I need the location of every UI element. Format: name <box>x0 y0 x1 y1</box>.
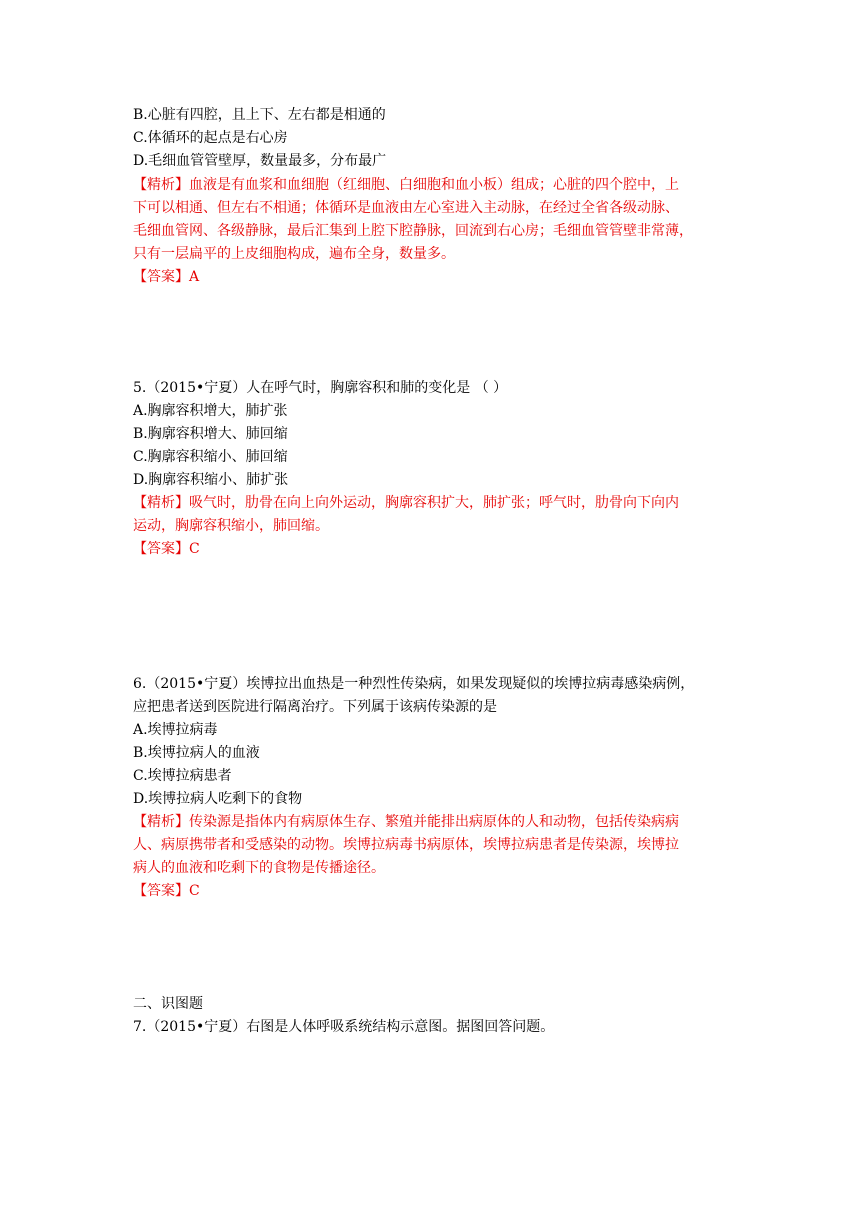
q6-option-a: A.埃博拉病毒 <box>133 722 218 738</box>
q5-option-a: A.胸廓容积增大，肺扩张 <box>133 403 288 419</box>
q4-option-b: B.心脏有四腔，且上下、左右都是相通的 <box>133 107 386 123</box>
q4-answer: 【答案】A <box>133 269 200 285</box>
q6-question-line-2: 应把患者送到医院进行隔离治疗。下列属于该病传染源的是 <box>133 699 497 715</box>
q5-option-c: C.胸廓容积缩小、肺回缩 <box>133 449 288 465</box>
q6-answer: 【答案】C <box>133 883 200 899</box>
section-heading: 二、识图题 <box>133 996 203 1012</box>
q4-analysis-line-3: 毛细血管网、各级静脉，最后汇集到上腔下腔静脉，回流到右心房；毛细血管管壁非常薄， <box>133 223 693 239</box>
q5-question: 5.（2015•宁夏）人在呼气时，胸廓容积和肺的变化是 （ ） <box>133 380 508 396</box>
q5-analysis-line-2: 运动，胸廓容积缩小，肺回缩。 <box>133 518 329 534</box>
q4-analysis-line-1: 【精析】血液是有血浆和血细胞（红细胞、白细胞和血小板）组成；心脏的四个腔中，上 <box>133 177 679 193</box>
q4-analysis-line-4: 只有一层扁平的上皮细胞构成，遍布全身，数量多。 <box>133 246 455 262</box>
q4-option-d: D.毛细血管管壁厚，数量最多，分布最广 <box>133 153 387 169</box>
q4-analysis-line-2: 下可以相通、但左右不相通；体循环是血液由左心室进入主动脉，在经过全省各级动脉、 <box>133 200 679 216</box>
q6-option-b: B.埃博拉病人的血液 <box>133 745 260 761</box>
q6-analysis-line-2: 人、病原携带者和受感染的动物。埃博拉病毒书病原体，埃博拉病患者是传染源，埃博拉 <box>133 837 679 853</box>
q5-option-d: D.胸廓容积缩小、肺扩张 <box>133 472 289 488</box>
q6-analysis-line-1: 【精析】传染源是指体内有病原体生存、繁殖并能排出病原体的人和动物，包括传染病病 <box>133 814 679 830</box>
q6-option-d: D.埃博拉病人吃剩下的食物 <box>133 791 303 807</box>
q7-question: 7.（2015•宁夏）右图是人体呼吸系统结构示意图。据图回答问题。 <box>133 1019 555 1035</box>
q6-analysis-line-3: 病人的血液和吃剩下的食物是传播途径。 <box>133 860 385 876</box>
q5-answer: 【答案】C <box>133 541 200 557</box>
q5-analysis-line-1: 【精析】吸气时，肋骨在向上向外运动，胸廓容积扩大，肺扩张；呼气时，肋骨向下向内 <box>133 495 679 511</box>
q6-question-line-1: 6.（2015•宁夏）埃博拉出血热是一种烈性传染病，如果发现疑似的埃博拉病毒感染病例， <box>133 676 695 692</box>
q6-option-c: C.埃博拉病患者 <box>133 768 232 784</box>
q4-option-c: C.体循环的起点是右心房 <box>133 130 288 146</box>
q5-option-b: B.胸廓容积增大、肺回缩 <box>133 426 288 442</box>
